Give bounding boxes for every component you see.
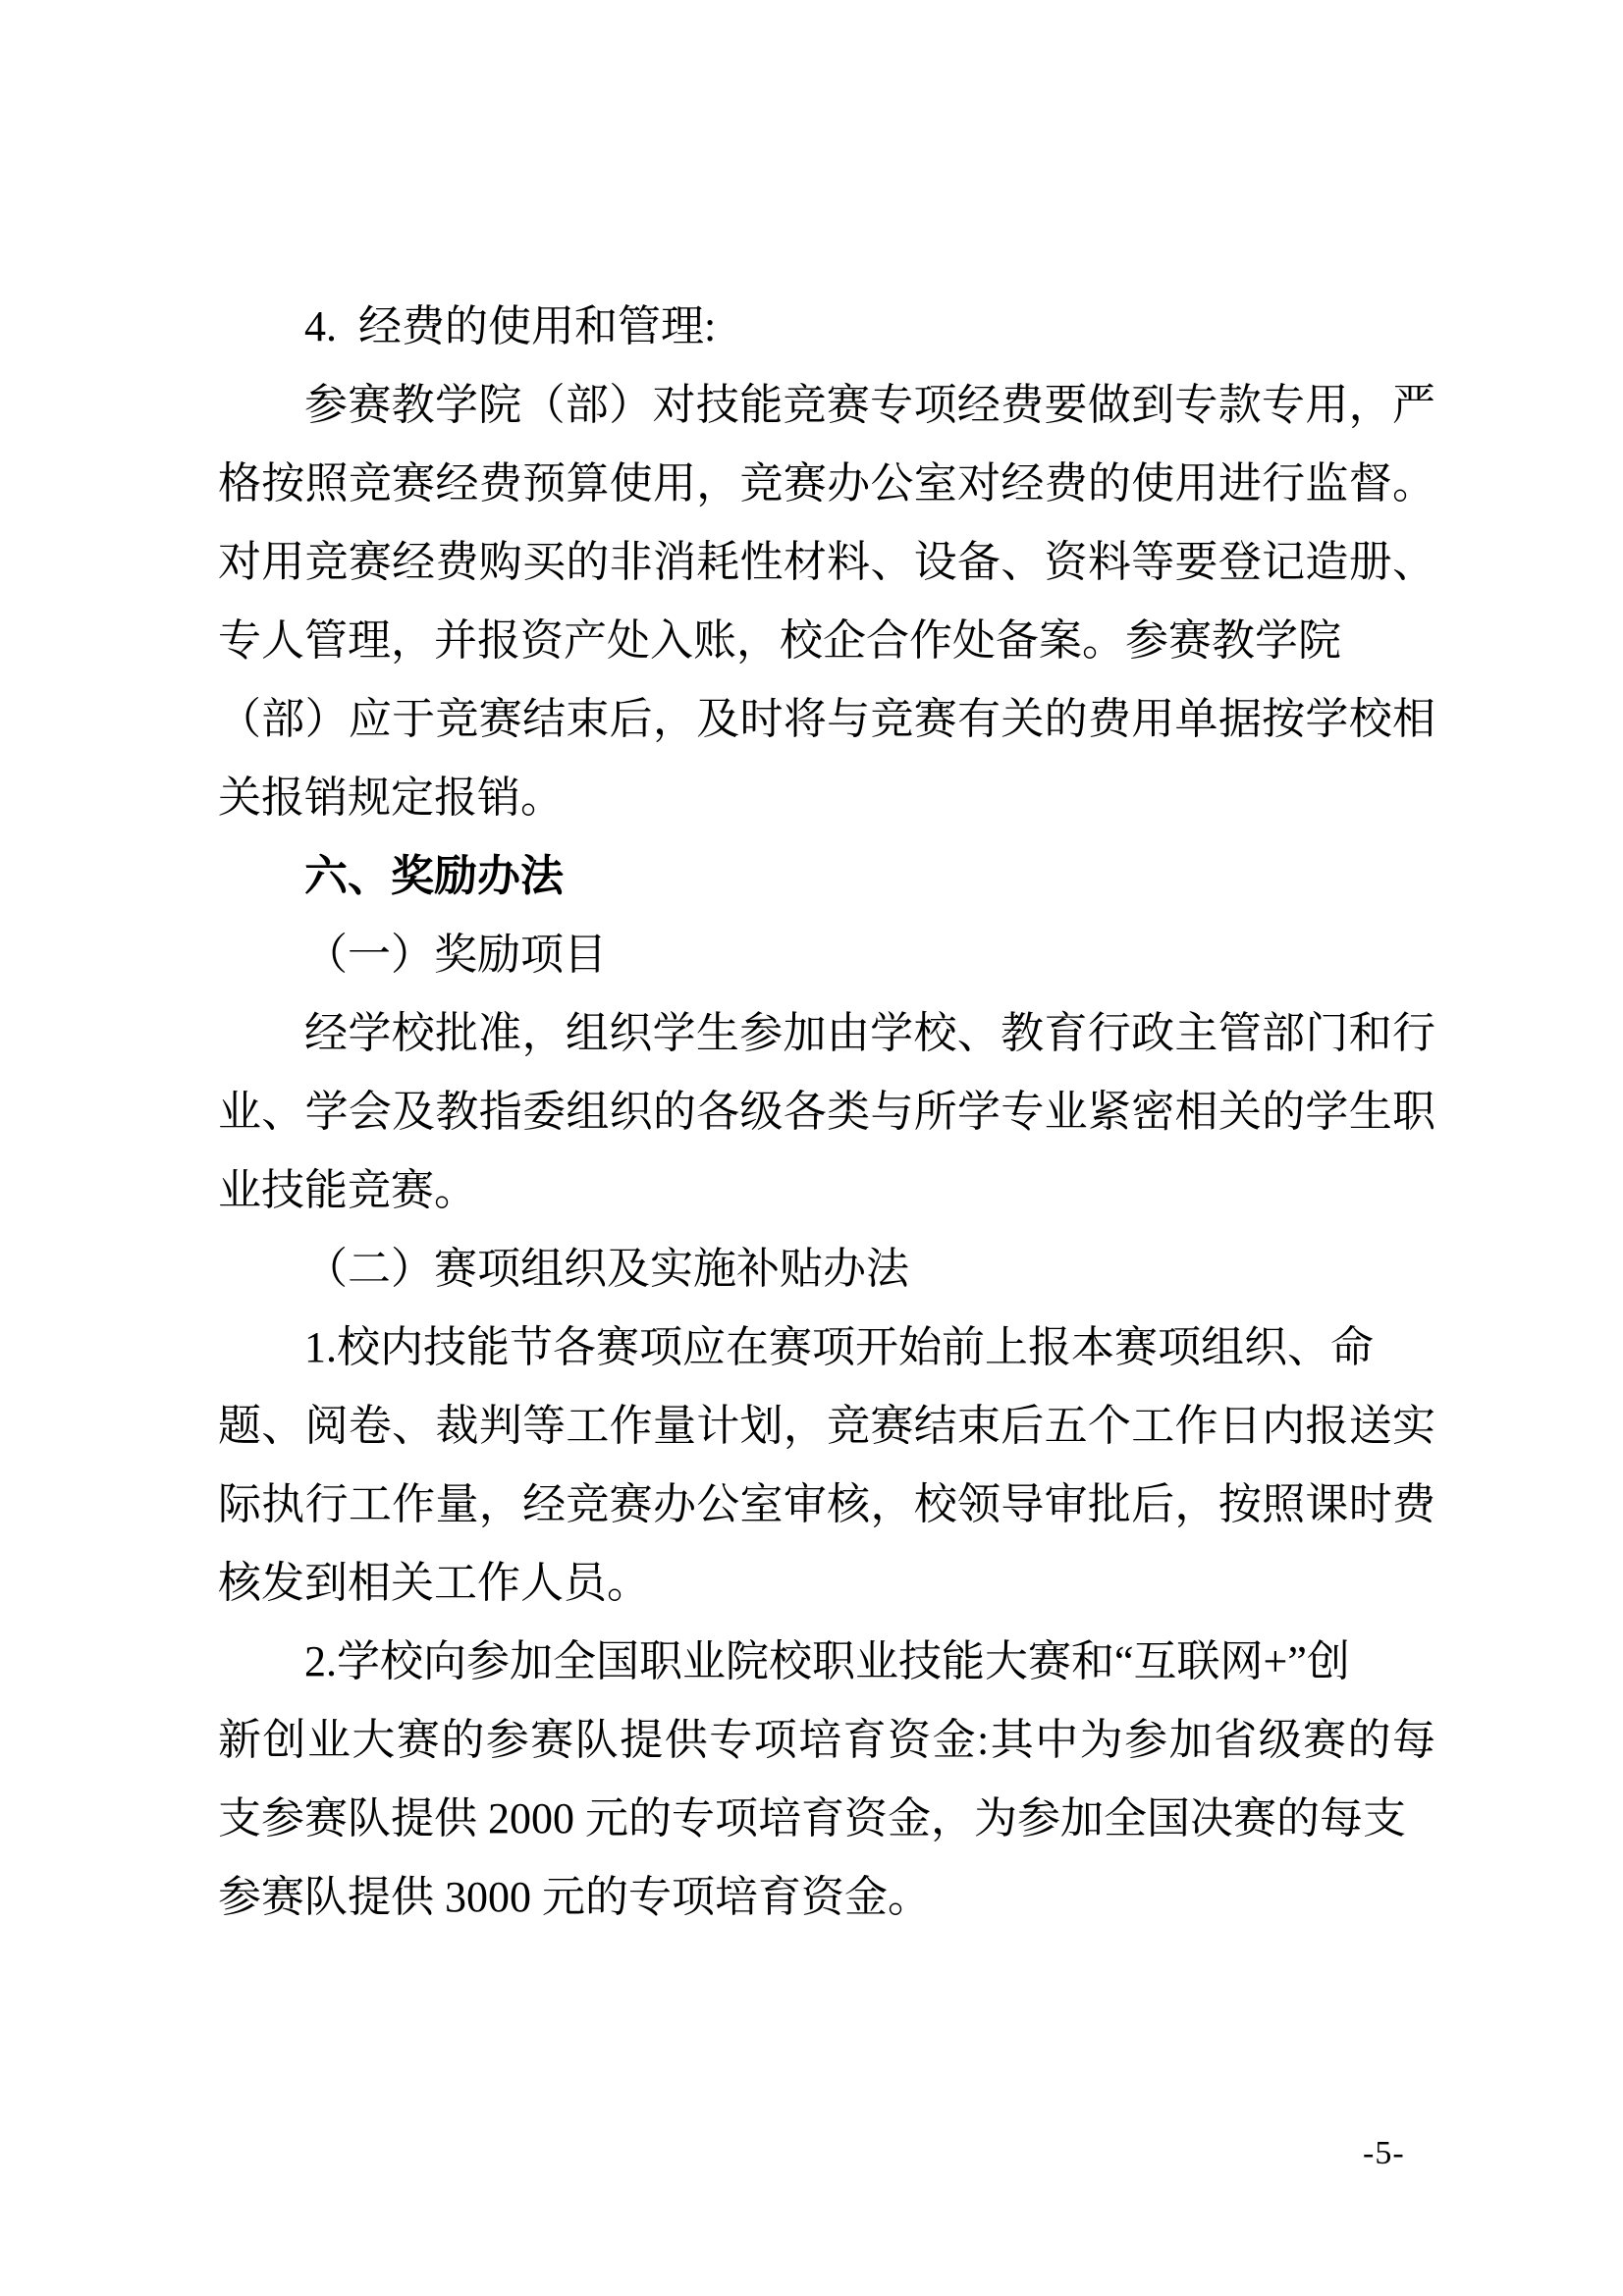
text-line: 业技能竞赛。 (218, 1166, 477, 1214)
text-line: 对用竞赛经费购买的非消耗性材料、设备、资料等要登记造册、 (218, 538, 1435, 586)
text-line: 参赛教学院（部）对技能竞赛专项经费要做到专款专用，严 (304, 381, 1435, 429)
text-line: 格按照竞赛经费预算使用，竞赛办公室对经费的使用进行监督。 (218, 459, 1435, 507)
page-number: -5- (1363, 2135, 1405, 2171)
section-heading: 六、奖励办法 (304, 852, 564, 900)
text-line: 4. 经费的使用和管理: (304, 302, 717, 350)
text-line: 际执行工作量，经竞赛办公室审核，校领导审批后，按照课时费 (218, 1480, 1435, 1528)
text-line: 新创业大赛的参赛队提供专项培育资金:其中为参加省级赛的每 (218, 1716, 1435, 1764)
text-line: 经学校批准，组织学生参加由学校、教育行政主管部门和行 (304, 1009, 1435, 1057)
text-line: 专人管理，并报资产处入账，校企合作处备案。参赛教学院 (218, 616, 1341, 665)
text-line: 参赛队提供 3000 元的专项培育资金。 (218, 1873, 931, 1921)
text-line: 支参赛队提供 2000 元的专项培育资金，为参加全国决赛的每支 (218, 1794, 1406, 1842)
text-line: 1.校内技能节各赛项应在赛项开始前上报本赛项组织、命 (304, 1323, 1374, 1371)
text-line: （一）奖励项目 (304, 931, 607, 979)
text-line: 关报销规定报销。 (218, 774, 564, 822)
document-body (218, 288, 1435, 1937)
text-line: 题、阅卷、裁判等工作量计划，竞赛结束后五个工作日内报送实 (218, 1402, 1435, 1450)
text-line: （部）应于竞赛结束后，及时将与竞赛有关的费用单据按学校相 (218, 695, 1435, 743)
text-line: 业、学会及教指委组织的各级各类与所学专业紧密相关的学生职 (218, 1088, 1435, 1136)
text-line: 核发到相关工作人员。 (218, 1559, 650, 1607)
text-line: 2.学校向参加全国职业院校职业技能大赛和“互联网+”创 (304, 1637, 1350, 1685)
text-line: （二）赛项组织及实施补贴办法 (304, 1245, 909, 1293)
